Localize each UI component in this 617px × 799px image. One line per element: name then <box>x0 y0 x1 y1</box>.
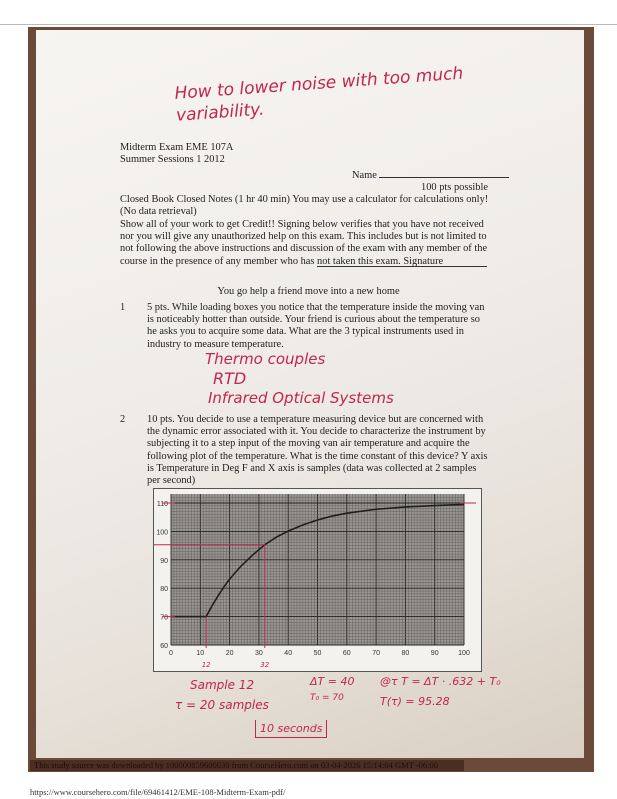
exam-session: Summer Sessions 1 2012 <box>120 154 225 165</box>
divider <box>0 24 617 25</box>
name-field[interactable] <box>379 177 509 178</box>
note-formula: @τ T = ΔT · .632 + T₀ <box>380 675 501 688</box>
note-t-tau: T(τ) = 95.28 <box>380 695 450 708</box>
honor-statement: Show all of your work to get Credit!! Signing below verifies that you have not received nor you will give any unauthorized help on this exam. This includes but is not limited to not following the above instructions and discussion of the exam with any member of the course in the presence of any member who has not taken this exam. Signature <box>120 219 488 267</box>
exam-title: Midterm Exam EME 107A <box>120 142 234 153</box>
question-text: 10 pts. You decide to use a temperature measuring device but are concerned with the dynamic error associated with it. You decide to characterize the instrument by subjecting it to a step input of the moving van air temperature and acquire the following plot of the temperature. What is the time constant of this device? Y axis is Temperature in Deg F and X axis is samples (data was collected at 2 samples per second) <box>147 414 488 487</box>
y-tick-label: 60 <box>160 643 168 650</box>
x-tick-label: 50 <box>313 650 322 657</box>
name-label <box>352 170 509 182</box>
handwritten-header-note: How to lower noise with too much variability. <box>173 63 464 126</box>
y-tick-label: 100 <box>156 529 168 537</box>
x-tick-label: 30 <box>255 650 263 657</box>
note-tau: τ = 20 samples <box>175 698 269 712</box>
answer-3: Infrared Optical Systems <box>208 389 394 407</box>
question-number: 2 <box>120 414 126 425</box>
source-url[interactable]: https://www.coursehero.com/file/69461412/EME-108-Midterm-Exam-pdf/ <box>30 787 286 797</box>
question-text: 5 pts. While loading boxes you notice that the temperature inside the moving van is noticeably hotter than outside. Your friend is curious about the temperature so he asks you to acquire some data. What are the 3 typical instruments used in industry to measure temperature. <box>147 302 485 350</box>
instructions: Closed Book Closed Notes (1 hr 40 min) You may use a calculator for calculations only! (No data retrieval) <box>120 194 489 218</box>
answer-1: Thermo couples <box>205 350 326 368</box>
x-tick-label: 70 <box>372 650 380 657</box>
y-tick-label: 110 <box>156 501 168 508</box>
x-tick-label: 40 <box>284 650 293 657</box>
y-tick-label: 90 <box>160 557 168 565</box>
name-label-text: Name <box>352 170 377 181</box>
x-tick-label: 0 <box>169 650 173 657</box>
note-t0: T₀ = 70 <box>310 693 344 703</box>
annotation-label: 12 <box>201 661 211 669</box>
x-tick-label: 80 <box>401 650 410 657</box>
chart-svg <box>154 489 481 671</box>
x-tick-label: 100 <box>458 650 470 657</box>
x-tick-label: 90 <box>430 650 439 657</box>
question-number: 1 <box>120 302 126 313</box>
note-delta-t: ΔT = 40 <box>310 675 355 688</box>
note-sample: Sample 12 <box>190 678 255 692</box>
step-response-chart <box>153 488 482 672</box>
y-tick-label: 70 <box>160 614 168 622</box>
x-tick-label: 20 <box>225 650 234 657</box>
x-tick-label: 60 <box>342 650 351 657</box>
x-tick-label: 10 <box>196 650 205 657</box>
scenario: You go help a friend move into a new home <box>217 286 400 297</box>
y-tick-label: 80 <box>160 586 168 594</box>
note-seconds: 10 seconds <box>255 720 327 738</box>
points-possible: 100 pts possible <box>421 182 488 193</box>
annotation-label: 32 <box>260 661 270 669</box>
answer-2: RTD <box>213 369 247 388</box>
download-watermark: This study source was downloaded by 100000859600030 from CourseHero.com on 03-04-2026 15:14:04 GMT -06:00 <box>30 760 464 771</box>
signature-field[interactable] <box>317 266 487 267</box>
